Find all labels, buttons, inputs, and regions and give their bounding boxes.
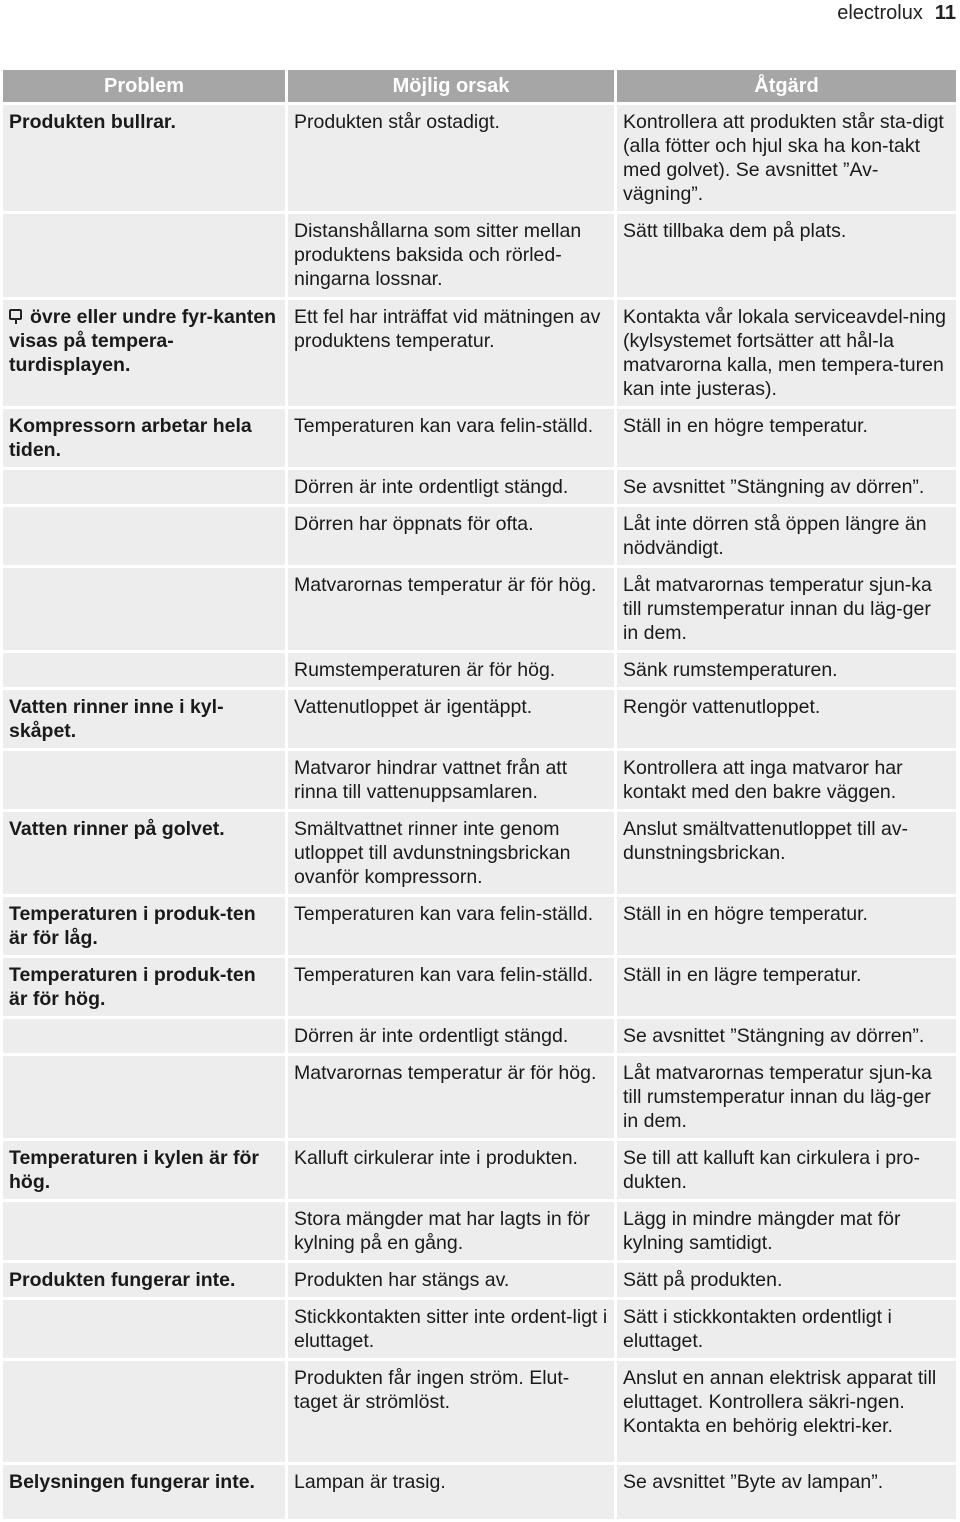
cause-cell [288, 214, 614, 297]
problem-cell [3, 751, 285, 809]
action-cell-text: Låt matvarornas temperatur sjun-ka till rumstemperatur innan du läg-ger in dem. [623, 574, 932, 644]
action-cell-text: Låt inte dörren stå öppen längre än nödvändigt. [623, 513, 927, 559]
cause-cell-text: Lampan är trasig. [294, 1471, 446, 1493]
problem-cell [3, 1361, 285, 1462]
table-row [3, 1361, 956, 1462]
cause-cell-text: Temperaturen kan vara felin-ställd. [294, 415, 594, 437]
action-cell-text: Se avsnittet ”Stängning av dörren”. [623, 476, 925, 498]
problem-cell-text: Produkten bullrar. [9, 111, 176, 133]
cause-cell [288, 1361, 614, 1462]
action-cell-text: Kontrollera att produkten står sta-digt (alla fötter och hjul ska ha kon-takt med golvet). Se avsnittet ”Av-vägning”. [623, 111, 944, 205]
cause-cell [288, 300, 614, 406]
problem-cell [3, 1465, 285, 1519]
cause-cell [288, 568, 614, 650]
action-cell-text: Sätt i stickkontakten ordentligt i eluttaget. [623, 1306, 892, 1352]
cause-cell [288, 470, 614, 504]
column-header-problem: Problem [3, 70, 285, 102]
action-cell-text: Sänk rumstemperaturen. [623, 659, 838, 681]
table-row [3, 568, 956, 650]
action-cell-text: Rengör vattenutloppet. [623, 696, 821, 718]
problem-cell [3, 690, 285, 748]
page-number: 11 [934, 2, 956, 24]
cause-cell-text: Vattenutloppet är igentäppt. [294, 696, 533, 718]
problem-cell-text: övre eller undre fyr-kanten visas på tempera-turdisplayen. [9, 306, 276, 376]
action-cell [617, 1361, 956, 1462]
action-cell-text: Se till att kalluft kan cirkulera i pro-dukten. [623, 1147, 920, 1193]
problem-cell-text: Belysningen fungerar inte. [9, 1471, 255, 1493]
table-header-row [3, 70, 956, 102]
problem-cell [3, 300, 285, 406]
action-cell [617, 1056, 956, 1138]
action-cell-text: Sätt på produkten. [623, 1269, 783, 1291]
action-cell-text: Se avsnittet ”Stängning av dörren”. [623, 1025, 925, 1047]
action-cell [617, 1141, 956, 1199]
action-cell-text: Kontrollera att inga matvaror har kontakt med den bakre väggen. [623, 757, 903, 803]
problem-cell [3, 1019, 285, 1053]
cause-cell [288, 812, 614, 894]
action-cell-text: Ställ in en lägre temperatur. [623, 964, 862, 986]
action-cell-text: Ställ in en högre temperatur. [623, 415, 868, 437]
problem-cell [3, 653, 285, 687]
cause-cell-text: Dörren har öppnats för ofta. [294, 513, 534, 535]
cause-cell [288, 897, 614, 955]
action-cell [617, 1263, 956, 1297]
table-row [3, 958, 956, 1016]
action-cell [617, 1202, 956, 1260]
problem-cell [3, 1202, 285, 1260]
cause-cell [288, 1056, 614, 1138]
cause-cell [288, 751, 614, 809]
action-cell-text: Ställ in en högre temperatur. [623, 903, 868, 925]
action-cell [617, 653, 956, 687]
table-row [3, 812, 956, 894]
cause-cell-text: Rumstemperaturen är för hög. [294, 659, 556, 681]
action-cell-text: Anslut smältvattenutloppet till av-dunstningsbrickan. [623, 818, 909, 864]
action-cell [617, 214, 956, 297]
cause-cell [288, 1019, 614, 1053]
table-row [3, 653, 956, 687]
action-cell [617, 409, 956, 467]
table-row [3, 105, 956, 211]
cause-cell [288, 958, 614, 1016]
problem-cell-text: Vatten rinner på golvet. [9, 818, 225, 840]
troubleshooting-table [0, 67, 959, 1522]
cause-cell-text: Temperaturen kan vara felin-ställd. [294, 964, 594, 986]
action-cell [617, 507, 956, 565]
action-cell-text: Anslut en annan elektrisk apparat till eluttaget. Kontrollera säkri-ngen. Kontakta en behörig elektri-ker. [623, 1367, 937, 1437]
table-row [3, 751, 956, 809]
cause-cell [288, 1263, 614, 1297]
problem-cell [3, 1300, 285, 1358]
action-cell [617, 751, 956, 809]
cause-cell-text: Stora mängder mat har lagts in för kylning på en gång. [294, 1208, 590, 1254]
table-row [3, 1141, 956, 1199]
action-cell [617, 1465, 956, 1519]
table-row [3, 897, 956, 955]
problem-cell [3, 897, 285, 955]
action-cell [617, 1300, 956, 1358]
table-row [3, 507, 956, 565]
brand-name: electrolux [837, 2, 923, 24]
action-cell-text: Lägg in mindre mängder mat för kylning samtidigt. [623, 1208, 901, 1254]
table-row [3, 300, 956, 406]
table-row [3, 1056, 956, 1138]
cause-cell [288, 1300, 614, 1358]
cause-cell [288, 1202, 614, 1260]
cause-cell-text: Distanshållarna som sitter mellan produktens baksida och rörled-ningarna lossnar. [294, 220, 582, 290]
problem-cell [3, 568, 285, 650]
cause-cell-text: Produkten får ingen ström. Elut-taget är strömlöst. [294, 1367, 570, 1413]
cause-cell-text: Stickkontakten sitter inte ordent-ligt i eluttaget. [294, 1306, 608, 1352]
cause-cell-text: Matvarornas temperatur är för hög. [294, 1062, 597, 1084]
action-cell [617, 1019, 956, 1053]
action-cell [617, 105, 956, 211]
cause-cell [288, 690, 614, 748]
problem-cell [3, 105, 285, 211]
table-row [3, 1465, 956, 1519]
table-row [3, 690, 956, 748]
display-square-icon [9, 309, 22, 320]
problem-cell [3, 1056, 285, 1138]
problem-cell [3, 812, 285, 894]
column-header-cause: Möjlig orsak [288, 70, 614, 102]
table-row [3, 214, 956, 297]
problem-cell-text: Vatten rinner inne i kyl-skåpet. [9, 696, 224, 742]
problem-cell-text: Kompressorn arbetar hela tiden. [9, 415, 252, 461]
problem-cell [3, 1263, 285, 1297]
cause-cell [288, 409, 614, 467]
action-cell-text: Sätt tillbaka dem på plats. [623, 220, 847, 242]
problem-cell-text: Temperaturen i kylen är för hög. [9, 1147, 259, 1193]
problem-cell-text: Temperaturen i produk-ten är för låg. [9, 903, 256, 949]
problem-cell [3, 470, 285, 504]
problem-cell-text: Produkten fungerar inte. [9, 1269, 236, 1291]
problem-cell [3, 409, 285, 467]
table-row [3, 409, 956, 467]
table-row [3, 1263, 956, 1297]
table-row [3, 470, 956, 504]
action-cell [617, 470, 956, 504]
cause-cell-text: Kalluft cirkulerar inte i produkten. [294, 1147, 578, 1169]
problem-cell [3, 214, 285, 297]
table-row [3, 1300, 956, 1358]
cause-cell-text: Ett fel har inträffat vid mätningen av produktens temperatur. [294, 306, 601, 352]
action-cell-text: Kontakta vår lokala serviceavdel-ning (kylsystemet fortsätter att hål-la matvarorna kalla, men tempera-turen kan inte justeras). [623, 306, 947, 400]
cause-cell-text: Temperaturen kan vara felin-ställd. [294, 903, 594, 925]
action-cell [617, 300, 956, 406]
action-cell-text: Låt matvarornas temperatur sjun-ka till rumstemperatur innan du läg-ger in dem. [623, 1062, 932, 1132]
page-header [837, 0, 956, 26]
column-header-action: Åtgärd [617, 70, 956, 102]
cause-cell-text: Smältvattnet rinner inte genom utloppet till avdunstningsbrickan ovanför kompressorn. [294, 818, 571, 888]
cause-cell-text: Matvarornas temperatur är för hög. [294, 574, 597, 596]
action-cell [617, 568, 956, 650]
cause-cell [288, 507, 614, 565]
action-cell [617, 690, 956, 748]
cause-cell-text: Produkten har stängs av. [294, 1269, 510, 1291]
action-cell [617, 958, 956, 1016]
cause-cell-text: Dörren är inte ordentligt stängd. [294, 476, 569, 498]
cause-cell-text: Produkten står ostadigt. [294, 111, 500, 133]
action-cell [617, 897, 956, 955]
problem-cell-text: Temperaturen i produk-ten är för hög. [9, 964, 256, 1010]
cause-cell-text: Matvaror hindrar vattnet från att rinna till vattenuppsamlaren. [294, 757, 568, 803]
action-cell-text: Se avsnittet ”Byte av lampan”. [623, 1471, 884, 1493]
problem-cell [3, 958, 285, 1016]
cause-cell [288, 105, 614, 211]
problem-cell [3, 507, 285, 565]
action-cell [617, 812, 956, 894]
cause-cell [288, 1141, 614, 1199]
problem-cell [3, 1141, 285, 1199]
table-row [3, 1019, 956, 1053]
table-row [3, 1202, 956, 1260]
cause-cell-text: Dörren är inte ordentligt stängd. [294, 1025, 569, 1047]
cause-cell [288, 1465, 614, 1519]
cause-cell [288, 653, 614, 687]
